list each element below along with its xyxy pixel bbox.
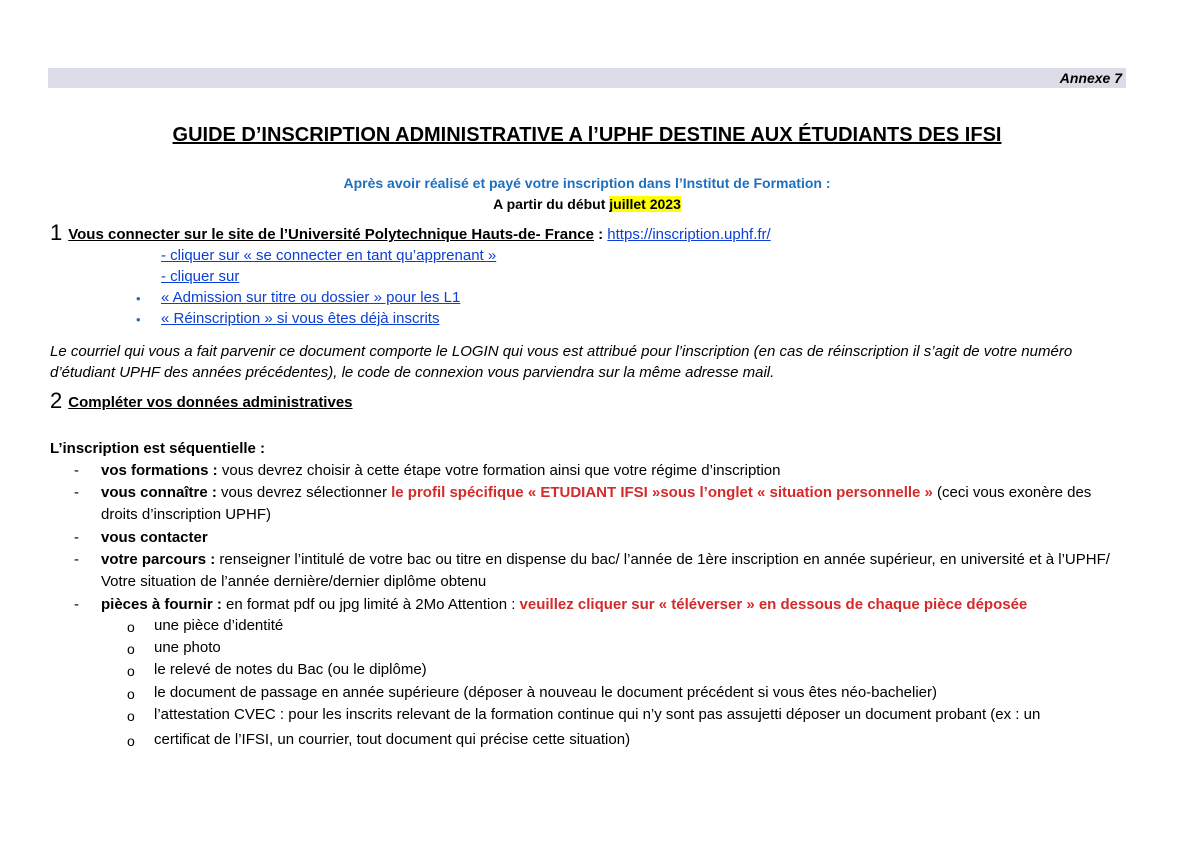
circle-marker: o bbox=[127, 686, 135, 702]
item-text: (ceci vous exonère des droits d’inscription UPHF) bbox=[101, 484, 1092, 523]
piece-item: une pièce d’identité bbox=[154, 617, 284, 634]
subtitle-payment: Après avoir réalisé et payé votre inscription dans l’Institut de Formation : bbox=[343, 175, 831, 191]
login-note: Le courriel qui vous a fait parvenir ce document comporte le LOGIN qui vous est attribué pour l’inscription (en cas de réinscription il s’agit de votre numéro d’étudiant UPHF des années précédentes), le code de connexion vous parviendra sur la même adresse mail. bbox=[50, 343, 1073, 381]
piece-item: une photo bbox=[154, 639, 221, 656]
list-item-contacter bbox=[101, 527, 1126, 549]
subtitle-date bbox=[48, 196, 1126, 212]
piece-item: certificat de l’IFSI, un courrier, tout document qui précise cette situation) bbox=[154, 731, 631, 748]
annex-label: Annexe 7 bbox=[1059, 70, 1122, 86]
item-highlight-red: veuillez cliquer sur « téléverser » en dessous de chaque pièce déposée bbox=[519, 596, 1028, 613]
bullet-icon: • bbox=[136, 312, 141, 327]
item-text: vous devrez sélectionner bbox=[216, 484, 392, 501]
piece-item: le document de passage en année supérieure (déposer à nouveau le document précédent si vous êtes néo-bachelier) bbox=[154, 684, 938, 701]
dash-marker: - bbox=[74, 484, 79, 501]
inscription-url-link[interactable]: https://inscription.uphf.fr/ bbox=[607, 226, 771, 243]
item-text: vous devrez choisir à cette étape votre formation ainsi que votre régime d’inscription bbox=[217, 462, 781, 479]
step-1-number: 1 bbox=[50, 220, 63, 245]
item-label: votre parcours : bbox=[101, 551, 216, 568]
circle-marker: o bbox=[127, 641, 135, 657]
piece-item: l’attestation CVEC : pour les inscrits relevant de la formation continue qui n’y sont pas assujetti déposer un document probant (ex : un bbox=[154, 706, 1041, 723]
list-item-connaitre bbox=[101, 482, 1126, 526]
dash-marker: - bbox=[74, 551, 79, 568]
list-item-parcours bbox=[101, 549, 1126, 593]
item-text: en format pdf ou jpg limité à 2Mo Attention : bbox=[221, 596, 520, 613]
instruction-click-link[interactable]: - cliquer sur bbox=[161, 268, 240, 285]
step-1-title: Vous connecter sur le site de l’Université Polytechnique Hauts-de- France bbox=[68, 226, 594, 243]
step-1-colon: : bbox=[593, 226, 608, 243]
list-item-pieces bbox=[101, 594, 1126, 616]
dash-marker: - bbox=[74, 596, 79, 613]
step-2-title: Compléter vos données administratives bbox=[68, 394, 353, 411]
sequential-title: L’inscription est séquentielle : bbox=[50, 440, 266, 457]
dash-marker: - bbox=[74, 462, 79, 479]
item-label: vous contacter bbox=[101, 529, 208, 546]
document-title: GUIDE D’INSCRIPTION ADMINISTRATIVE A l’UPHF DESTINE AUX ÉTUDIANTS DES IFSI bbox=[172, 124, 1002, 146]
reinscription-link[interactable]: « Réinscription » si vous êtes déjà inscrits bbox=[161, 310, 440, 327]
subtitle-date-prefix: A partir du début bbox=[493, 196, 610, 212]
item-highlight-red: le profil spécifique « ETUDIANT IFSI »sous l’onglet « situation personnelle » bbox=[391, 484, 933, 501]
circle-marker: o bbox=[127, 663, 135, 679]
step-2-number: 2 bbox=[50, 388, 63, 413]
step-1-heading bbox=[50, 220, 771, 246]
instruction-login-link[interactable]: - cliquer sur « se connecter en tant qu’apprenant » bbox=[161, 247, 497, 264]
item-label: vos formations : bbox=[101, 462, 218, 479]
circle-marker: o bbox=[127, 619, 135, 635]
highlighted-date: juillet 2023 bbox=[609, 196, 681, 212]
item-label: vous connaître : bbox=[101, 484, 217, 501]
bullet-icon: • bbox=[136, 291, 141, 306]
dash-marker: - bbox=[74, 529, 79, 546]
admission-link[interactable]: « Admission sur titre ou dossier » pour les L1 bbox=[161, 289, 461, 306]
list-item-formations bbox=[101, 460, 1126, 482]
step-2-heading bbox=[50, 388, 353, 414]
item-label: pièces à fournir : bbox=[101, 596, 222, 613]
circle-marker: o bbox=[127, 708, 135, 724]
item-text: renseigner l’intitulé de votre bac ou titre en dispense du bac/ l’année de 1ère inscription en année supérieur, en université et à l’UPHF/ Votre situation de l’année dernière/dernier diplôme obtenu bbox=[101, 551, 1110, 590]
annex-header-bar bbox=[48, 68, 1126, 88]
piece-item: le relevé de notes du Bac (ou le diplôme) bbox=[154, 661, 427, 678]
circle-marker: o bbox=[127, 733, 135, 749]
